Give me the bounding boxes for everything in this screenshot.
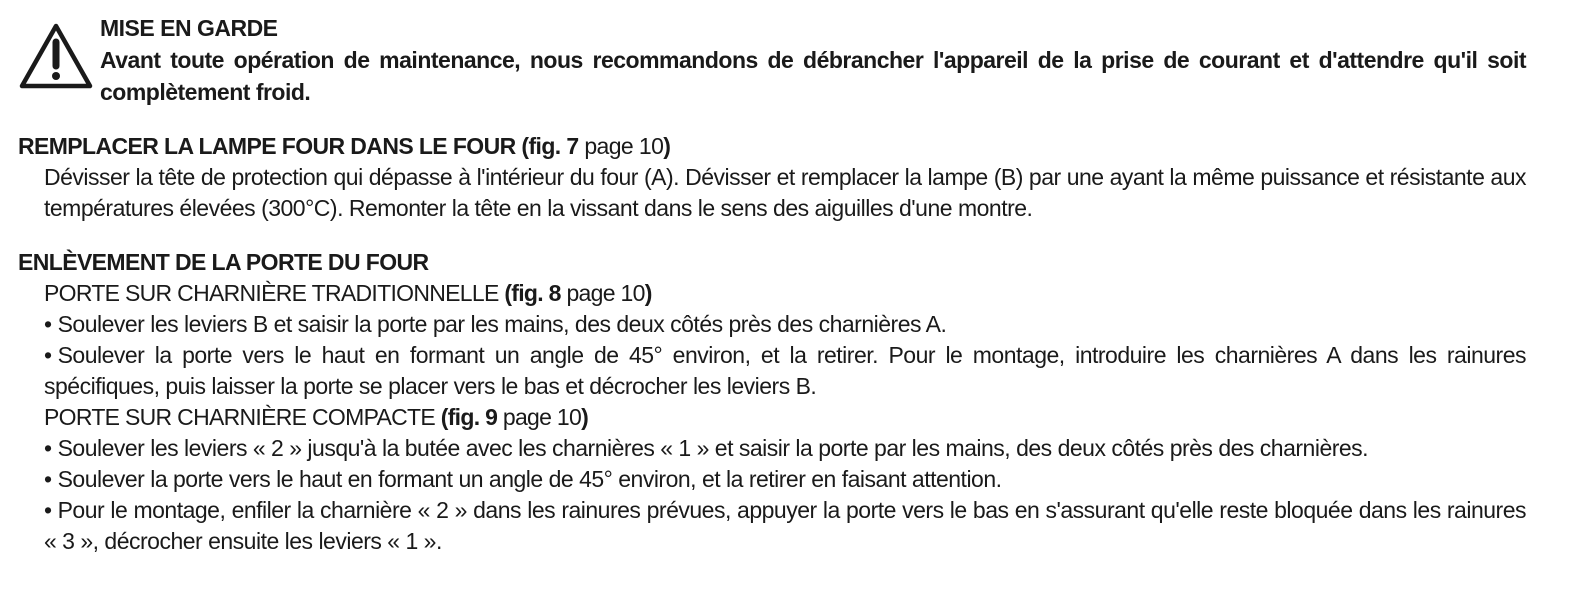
traditional-fig-page: page 10 [560, 280, 645, 306]
bullet-dot: • [44, 435, 52, 461]
bullet-text: Soulever la porte vers le haut en formant un angle de 45° environ, et la retirer. Pour le montage, introduire les charnières A dans les rainures spécifiques, puis laisser la porte se placer vers le bas et décrocher les leviers B. [44, 342, 1526, 399]
lamp-fig-close: ) [663, 133, 671, 159]
compact-fig-close: ) [581, 404, 589, 430]
lamp-fig-page: page 10 [578, 133, 664, 159]
warning-body: Avant toute opération de maintenance, nous recommandons de débrancher l'appareil de la prise de courant et d'attendre qu'il soit complètement froid. [100, 47, 1526, 105]
list-item [18, 340, 1562, 402]
compact-fig-ref [441, 404, 588, 430]
bullet-dot: • [44, 311, 52, 337]
compact-fig-number: (fig. 9 [440, 404, 498, 430]
door-section-title: ENLÈVEMENT DE LA PORTE DU FOUR [18, 249, 429, 275]
warning-block [18, 12, 1562, 108]
bullet-dot: • [44, 466, 52, 492]
traditional-fig-ref [504, 280, 651, 306]
traditional-heading-text: PORTE SUR CHARNIÈRE TRADITIONNELLE [44, 280, 505, 306]
compact-heading-text: PORTE SUR CHARNIÈRE COMPACTE [44, 404, 441, 430]
lamp-fig-ref [521, 133, 670, 159]
bullet-text: Pour le montage, enfiler la charnière « 2 » dans les rainures prévues, appuyer la porte vers le bas en s'assurant qu'elle reste bloquée dans les rainures « 3 », décrocher ensuite les leviers « 1 ». [44, 497, 1526, 554]
lamp-title-text: REMPLACER LA LAMPE FOUR DANS LE FOUR [18, 133, 516, 159]
lamp-fig-number: (fig. 7 [521, 133, 579, 159]
traditional-fig-close: ) [644, 280, 652, 306]
lamp-section-title [18, 130, 1562, 162]
warning-text [100, 12, 1562, 108]
list-item [18, 464, 1562, 495]
lamp-section-body: Dévisser la tête de protection qui dépasse à l'intérieur du four (A). Dévisser et remplacer la lampe (B) par une ayant la même puissance et résistante aux températures élevées (300°C). Remonter la tête en la vissant dans le sens des aiguilles d'une montre. [44, 164, 1526, 221]
lamp-section [18, 130, 1562, 224]
bullet-dot: • [44, 497, 52, 523]
list-item [18, 309, 1562, 340]
warning-title: MISE EN GARDE [100, 15, 278, 41]
warning-triangle-icon [18, 22, 94, 90]
door-section [18, 246, 1562, 557]
bullet-text: Soulever les leviers B et saisir la porte par les mains, des deux côtés près des charnières A. [57, 311, 947, 337]
traditional-hinge-heading [18, 278, 1562, 309]
list-item [18, 495, 1562, 557]
bullet-text: Soulever les leviers « 2 » jusqu'à la butée avec les charnières « 1 » et saisir la porte par les mains, des deux côtés près des charnières. [57, 435, 1369, 461]
bullet-dot: • [44, 342, 52, 368]
traditional-fig-number: (fig. 8 [504, 280, 561, 306]
list-item [18, 433, 1562, 464]
compact-hinge-heading [18, 402, 1562, 433]
compact-fig-page: page 10 [497, 404, 582, 430]
bullet-text: Soulever la porte vers le haut en formant un angle de 45° environ, et la retirer en faisant attention. [57, 466, 1002, 492]
